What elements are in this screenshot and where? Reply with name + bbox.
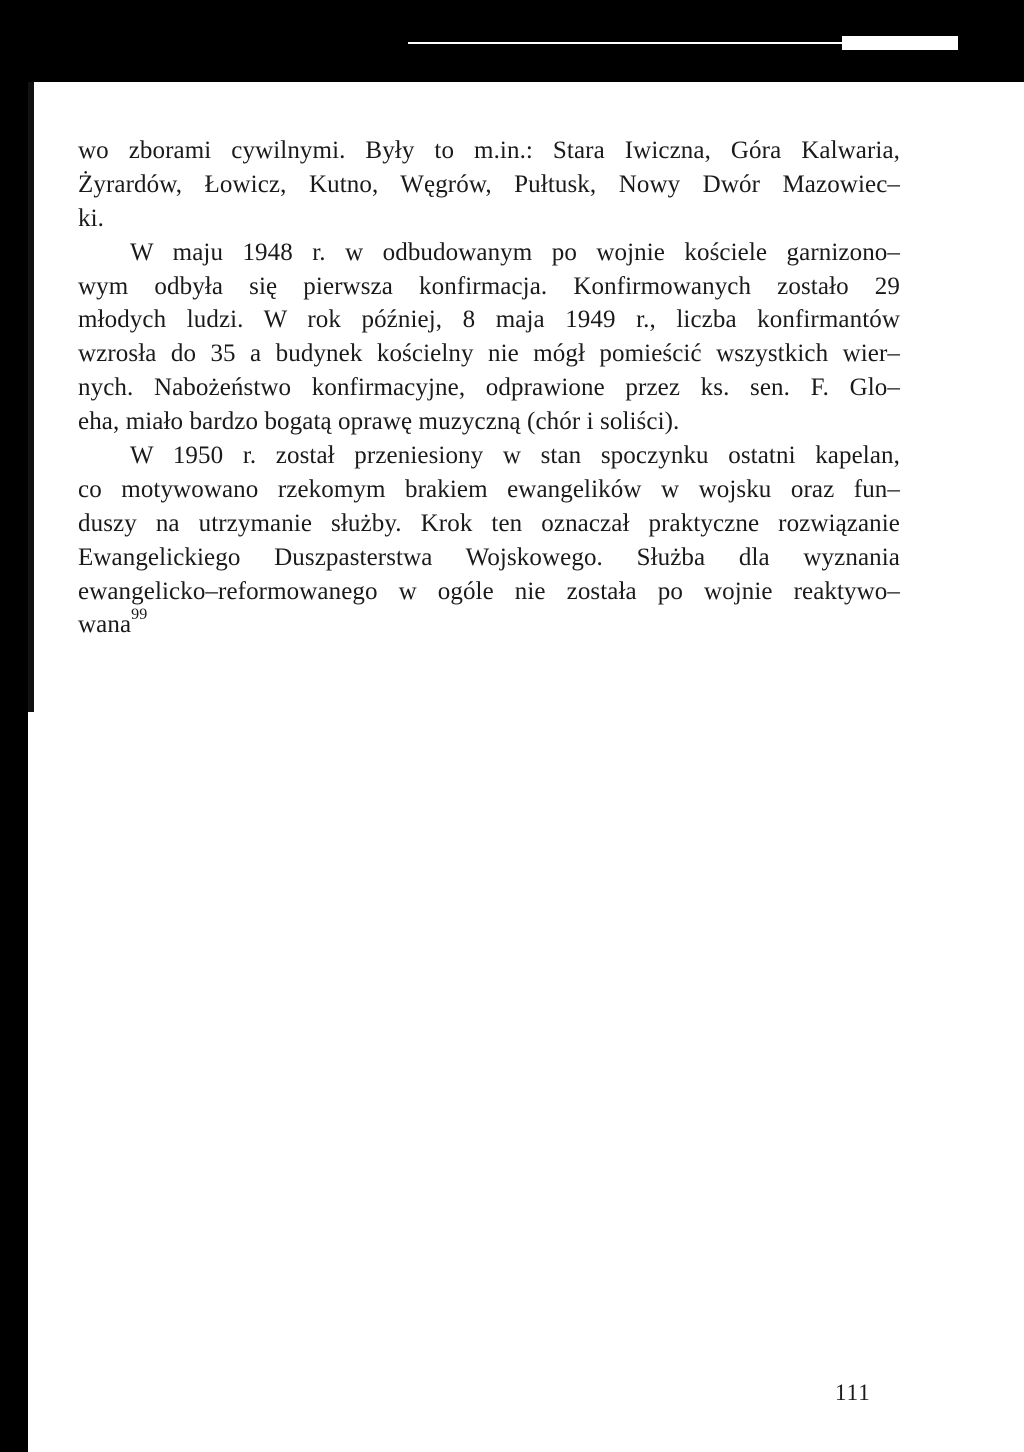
- text-line: co motywowano rzekomym brakiem ewangelików w wojsku oraz fun–: [78, 475, 900, 503]
- text-line: ewangelicko–reformowanego w ogóle nie została po wojnie reaktywo–: [78, 577, 900, 605]
- page-left-edge: [28, 82, 34, 712]
- text-line: wo zborami cywilnymi. Były to m.in.: Stara Iwiczna, Góra Kalwaria,: [78, 137, 900, 164]
- text-line: wym odbyła się pierwsza konfirmacja. Konfirmowanych zostało 29: [78, 272, 900, 300]
- text-line-final: [78, 608, 900, 642]
- text-line: eha, miało bardzo bogatą oprawę muzyczną (chór i soliści).: [78, 408, 680, 436]
- page-number: 111: [835, 1380, 871, 1405]
- document-page: [28, 82, 1024, 1452]
- body-text: [78, 134, 900, 642]
- text-line: W 1950 r. został przeniesiony w stan spoczynku ostatni kapelan,: [130, 442, 900, 470]
- final-word: wana: [78, 611, 132, 639]
- text-line: duszy na utrzymanie służby. Krok ten oznaczał praktyczne rozwiązanie: [78, 509, 900, 537]
- text-line: młodych ludzi. W rok później, 8 maja 1949 r., liczba konfirmantów: [78, 306, 900, 334]
- footnote-reference[interactable]: 99: [131, 606, 148, 624]
- text-line: Ewangelickiego Duszpasterstwa Wojskowego. Służba dla wyznania: [78, 543, 900, 571]
- text-line: ki.: [78, 204, 104, 232]
- text-line: wzrosła do 35 a budynek kościelny nie mógł pomieścić wszystkich wier–: [78, 340, 900, 368]
- text-line: nych. Nabożeństwo konfirmacyjne, odprawione przez ks. sen. F. Glo–: [78, 374, 900, 402]
- text-line: W maju 1948 r. w odbudowanym po wojnie kościele garnizono–: [130, 238, 900, 266]
- text-line: Żyrardów, Łowicz, Kutno, Węgrów, Pułtusk, Nowy Dwór Mazowiec–: [78, 170, 900, 198]
- top-scan-rule-thick: [842, 36, 958, 50]
